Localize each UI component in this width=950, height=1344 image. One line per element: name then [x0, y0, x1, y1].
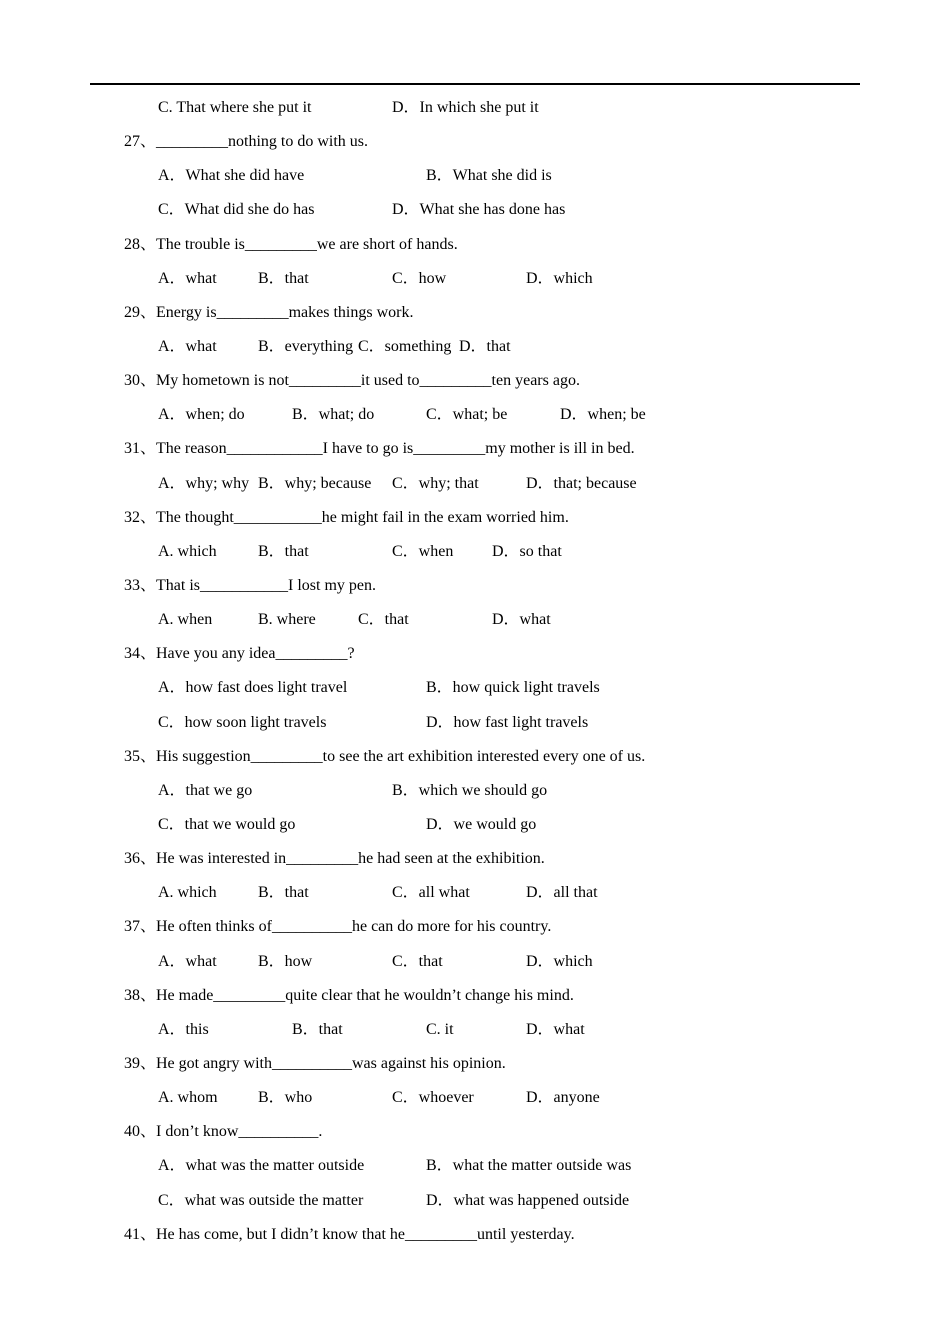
question-39-option-b: B．who	[258, 1089, 313, 1107]
question-33-option-c: C．that	[358, 611, 409, 629]
question-34-options-line	[0, 706, 950, 740]
question-39-option-c: C．whoever	[392, 1089, 474, 1107]
question-26-options-line	[0, 91, 950, 125]
question-27-stem-line	[0, 125, 950, 159]
question-31-options-line	[0, 467, 950, 501]
question-34-option-c: C．how soon light travels	[158, 713, 327, 731]
question-35-option-c: C．that we would go	[158, 815, 296, 833]
question-27-options-line	[0, 159, 950, 193]
question-27-options-line	[0, 193, 950, 227]
question-34-stem-line	[0, 637, 950, 671]
question-28-option-a: A．what	[158, 269, 217, 287]
question-list	[0, 91, 950, 1252]
question-37-options-line	[0, 945, 950, 979]
question-40-option-b: B．what the matter outside was	[426, 1157, 632, 1175]
question-28-options-line	[0, 262, 950, 296]
question-33-stem: 33、That is___________I lost my pen.	[124, 576, 376, 594]
question-40-stem-line	[0, 1115, 950, 1149]
question-37-option-c: C．that	[392, 952, 443, 970]
header-rule	[90, 83, 860, 85]
question-28-option-b: B．that	[258, 269, 309, 287]
question-27-option-d: D．What she has done has	[392, 201, 566, 219]
question-35-option-a: A．that we go	[158, 781, 253, 799]
question-27-option-a: A．What she did have	[158, 167, 305, 185]
question-37-option-a: A．what	[158, 952, 217, 970]
question-36-stem: 36、He was interested in_________he had seen at the exhibition.	[124, 850, 545, 868]
question-30-stem: 30、My hometown is not_________it used to_________ten years ago.	[124, 372, 580, 390]
question-28-option-c: C．how	[392, 269, 447, 287]
question-26-option-d: D．In which she put it	[392, 99, 539, 116]
question-34-option-d: D．how fast light travels	[426, 713, 589, 731]
question-28-stem-line	[0, 228, 950, 262]
question-31-option-d: D．that; because	[526, 474, 637, 492]
question-26-option-c: C. That where she put it	[158, 99, 312, 116]
question-38-stem-line	[0, 979, 950, 1013]
question-34-options-line	[0, 671, 950, 705]
question-29-stem-line	[0, 296, 950, 330]
question-40-option-d: D．what was happened outside	[426, 1191, 630, 1209]
question-27-option-c: C．What did she do has	[158, 201, 315, 219]
question-41-stem: 41、He has come, but I didn’t know that he_________until yesterday.	[124, 1225, 575, 1243]
question-37-option-d: D．which	[526, 952, 593, 970]
question-27-option-b: B．What she did is	[426, 167, 552, 185]
question-28-stem: 28、The trouble is_________we are short of hands.	[124, 235, 458, 253]
question-33-options-line	[0, 603, 950, 637]
question-32-options-line	[0, 535, 950, 569]
question-36-option-b: B．that	[258, 884, 309, 902]
question-39-option-d: D．anyone	[526, 1089, 600, 1107]
question-30-options-line	[0, 398, 950, 432]
question-40-option-c: C．what was outside the matter	[158, 1191, 364, 1209]
question-32-option-c: C．when	[392, 542, 454, 560]
question-35-options-line	[0, 808, 950, 842]
question-35-option-b: B．which we should go	[392, 781, 548, 799]
question-36-option-a: A. which	[158, 884, 217, 902]
question-29-stem: 29、Energy is_________makes things work.	[124, 303, 414, 321]
question-38-option-c: C. it	[426, 1020, 454, 1038]
question-31-option-c: C．why; that	[392, 474, 479, 492]
question-31-option-a: A．why; why	[158, 474, 250, 492]
question-29-option-d: D．that	[459, 337, 511, 355]
question-39-stem: 39、He got angry with__________was against his opinion.	[124, 1054, 506, 1072]
question-37-stem: 37、He often thinks of__________he can do more for his country.	[124, 918, 552, 936]
question-39-options-line	[0, 1081, 950, 1115]
question-39-stem-line	[0, 1047, 950, 1081]
question-32-option-d: D．so that	[492, 542, 562, 560]
question-33-stem-line	[0, 569, 950, 603]
question-33-option-d: D．what	[492, 611, 551, 629]
question-41-stem-line	[0, 1218, 950, 1252]
question-29-option-c: C．something	[358, 337, 452, 355]
question-30-option-b: B．what; do	[292, 406, 375, 424]
question-40-options-line	[0, 1149, 950, 1183]
question-38-option-d: D．what	[526, 1020, 585, 1038]
question-30-option-c: C．what; be	[426, 406, 508, 424]
question-35-option-d: D．we would go	[426, 815, 537, 833]
question-34-stem: 34、Have you any idea_________?	[124, 645, 355, 663]
question-29-options-line	[0, 330, 950, 364]
question-27-stem: 27、_________nothing to do with us.	[124, 133, 369, 151]
question-36-options-line	[0, 876, 950, 910]
question-32-stem: 32、The thought___________he might fail in the exam worried him.	[124, 508, 569, 526]
question-34-option-b: B．how quick light travels	[426, 679, 600, 697]
question-29-option-a: A．what	[158, 337, 217, 355]
question-40-options-line	[0, 1184, 950, 1218]
question-37-stem-line	[0, 910, 950, 944]
question-35-options-line	[0, 774, 950, 808]
question-38-stem: 38、He made_________quite clear that he wouldn’t change his mind.	[124, 986, 574, 1004]
question-36-option-d: D．all that	[526, 884, 598, 902]
question-38-option-b: B．that	[292, 1020, 343, 1038]
question-35-stem-line	[0, 740, 950, 774]
question-38-options-line	[0, 1013, 950, 1047]
question-36-option-c: C．all what	[392, 884, 470, 902]
question-40-option-a: A．what was the matter outside	[158, 1157, 365, 1175]
question-35-stem: 35、His suggestion_________to see the art exhibition interested every one of us.	[124, 747, 646, 765]
question-31-stem: 31、The reason____________I have to go is_________my mother is ill in bed.	[124, 440, 635, 458]
question-29-option-b: B．everything	[258, 337, 354, 355]
question-34-option-a: A．how fast does light travel	[158, 679, 348, 697]
question-31-option-b: B．why; because	[258, 474, 372, 492]
question-33-option-b: B. where	[258, 611, 316, 629]
question-32-option-a: A. which	[158, 542, 217, 560]
question-31-stem-line	[0, 432, 950, 466]
question-30-option-d: D．when; be	[560, 406, 646, 424]
question-28-option-d: D．which	[526, 269, 593, 287]
question-32-stem-line	[0, 501, 950, 535]
question-30-option-a: A．when; do	[158, 406, 245, 424]
question-39-option-a: A. whom	[158, 1089, 218, 1107]
question-38-option-a: A．this	[158, 1020, 209, 1038]
question-36-stem-line	[0, 842, 950, 876]
question-37-option-b: B．how	[258, 952, 313, 970]
question-40-stem: 40、I don’t know__________.	[124, 1123, 323, 1141]
question-32-option-b: B．that	[258, 542, 309, 560]
question-30-stem-line	[0, 364, 950, 398]
question-33-option-a: A. when	[158, 611, 213, 629]
